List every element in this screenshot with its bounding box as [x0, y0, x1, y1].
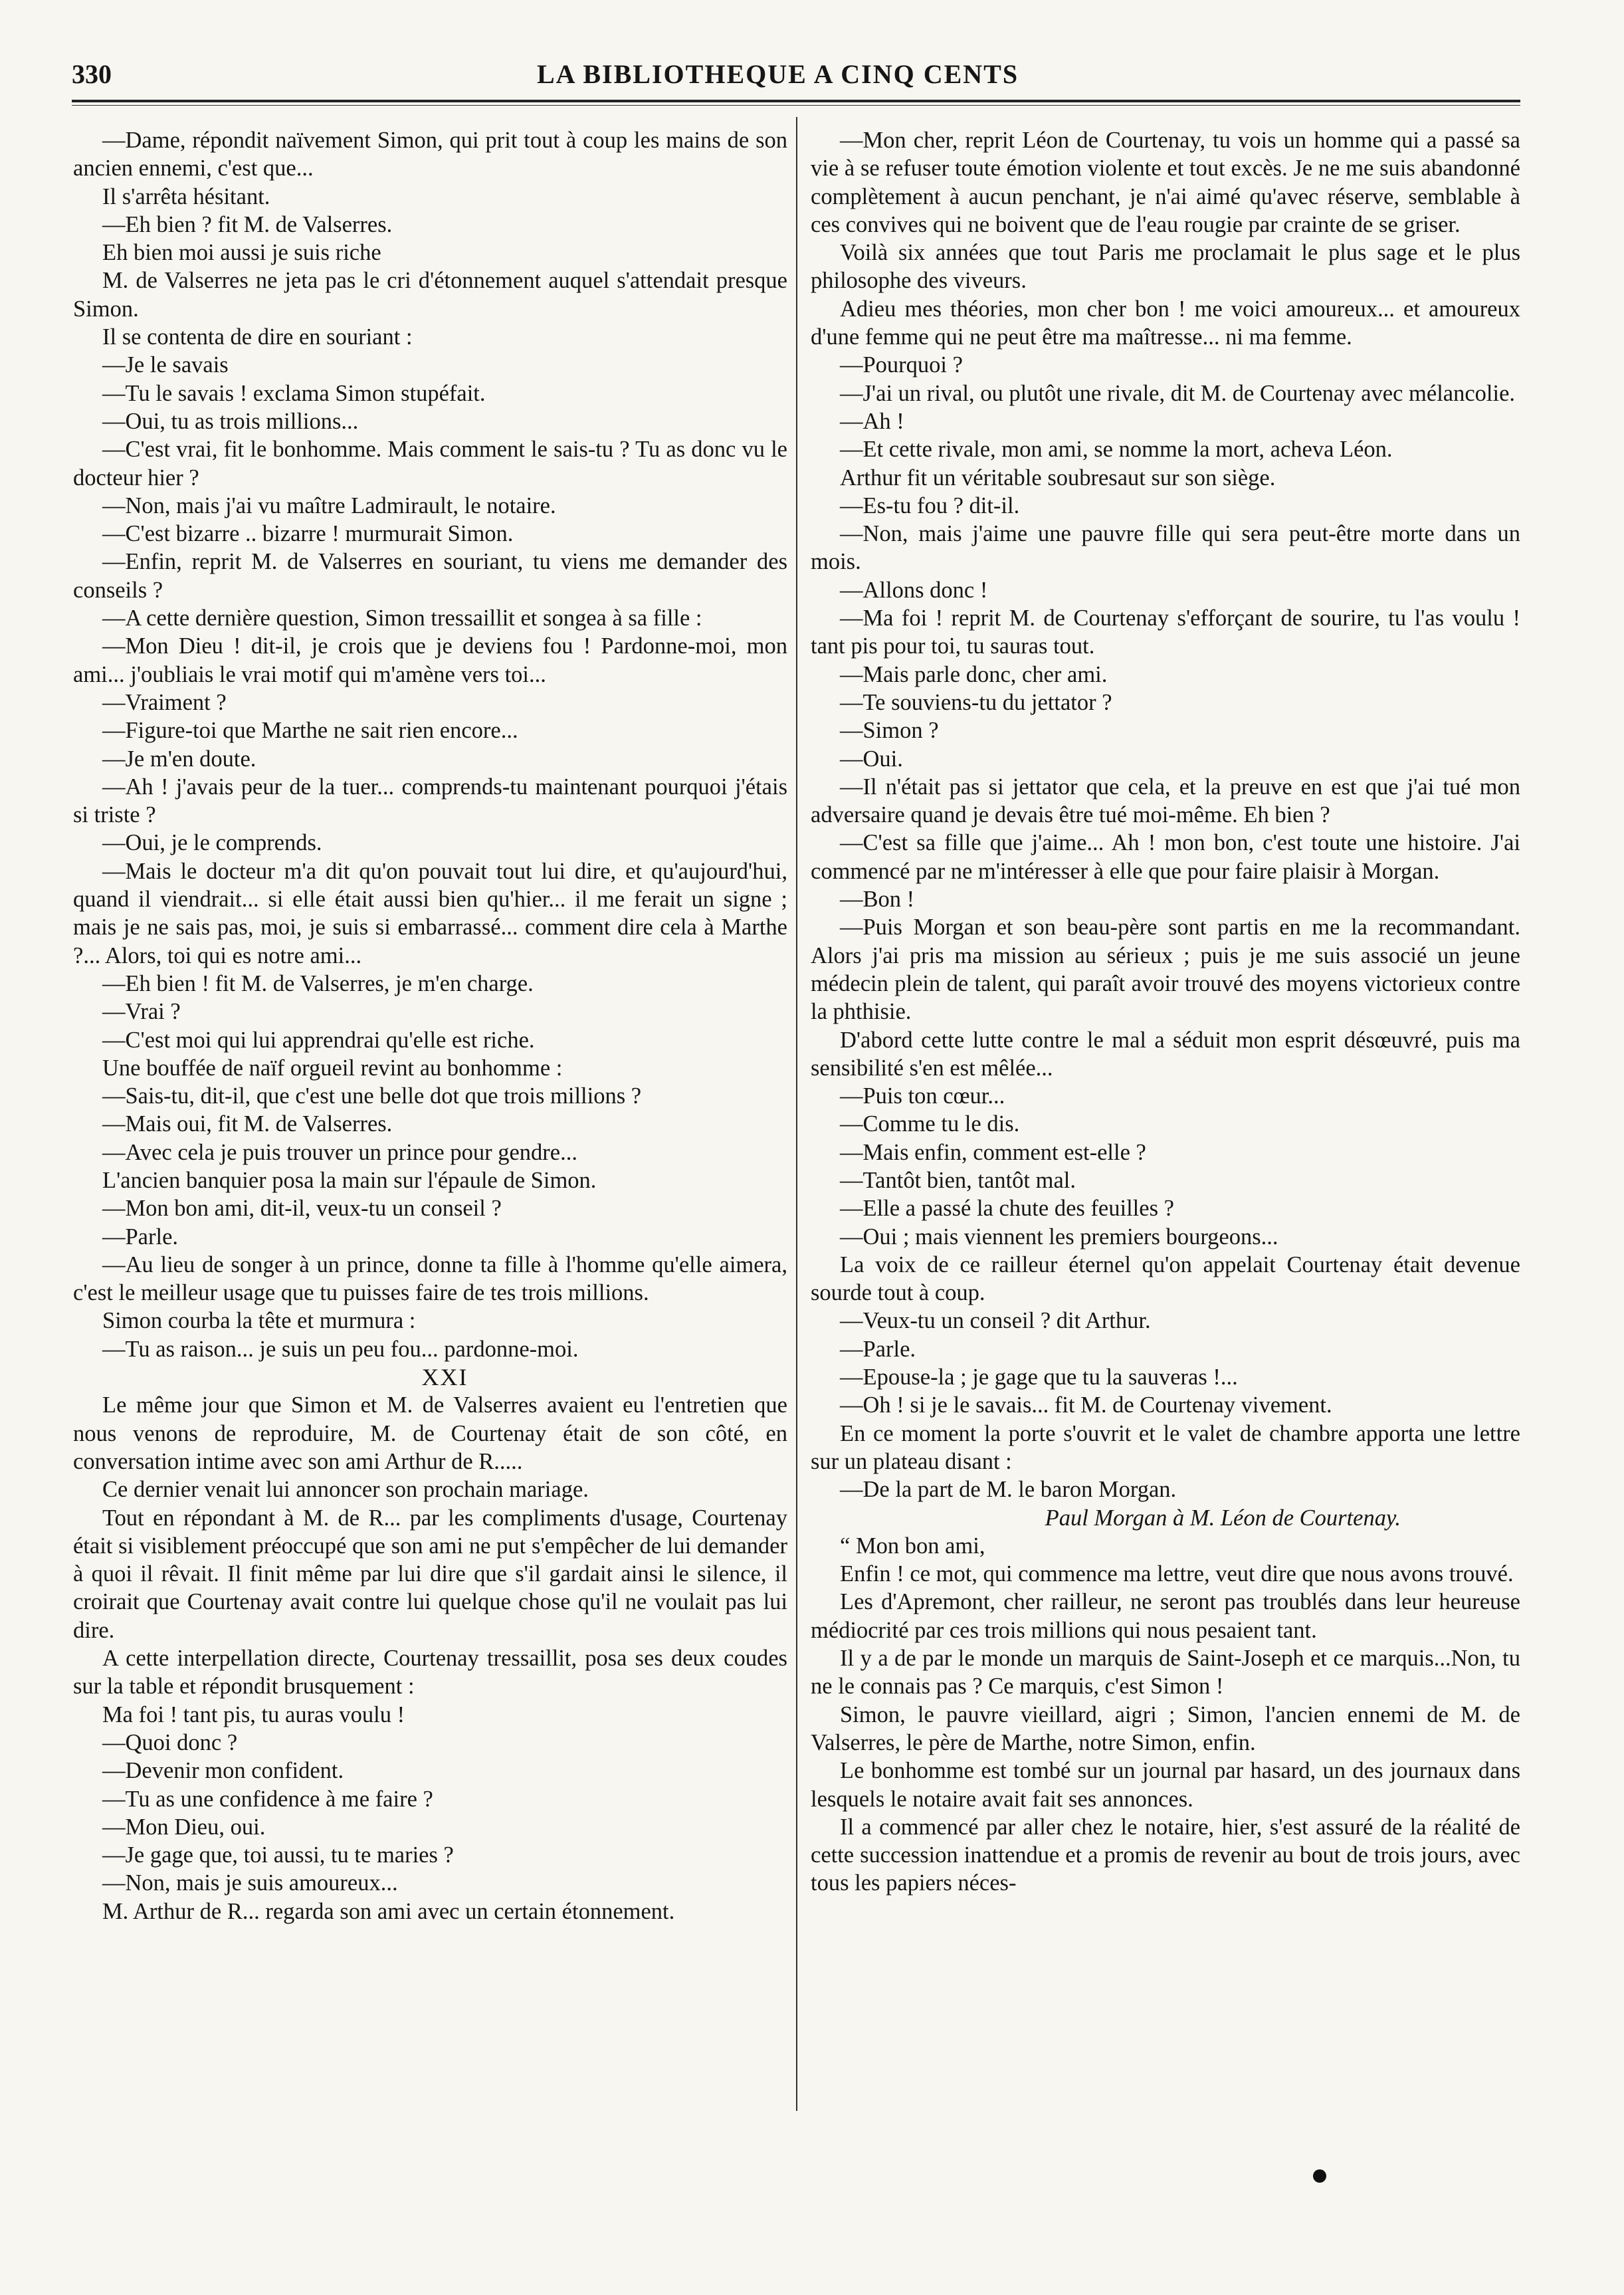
paragraph: —C'est moi qui lui apprendrai qu'elle est riche. [102, 1027, 535, 1053]
page-header [72, 53, 1520, 100]
paragraph: —Mon cher, reprit Léon de Courtenay, tu vois un homme qui a passé sa vie à se refuser toute émotion violente et tout excès. Je ne me suis abandonné complètement à aucun penchant, je n'ai aimé qu'avec réserve, semblable à ces convives qui ne boivent que de l'eau rougie par crainte de se griser. [811, 128, 1520, 237]
paragraph: Il s'arrêta hésitant. [102, 183, 270, 209]
paragraph: —Ah ! j'avais peur de la tuer... comprends-tu maintenant pourquoi j'étais si triste ? [73, 774, 787, 828]
paragraph: —Mon Dieu, oui. [102, 1814, 266, 1840]
paragraph: Le même jour que Simon et M. de Valserres avaient eu l'entretien que nous venons de reproduire, M. de Courtenay était de son côté, en conversation intime avec son ami Arthur de R..... [73, 1392, 787, 1474]
paragraph: Il se contenta de dire en souriant : [102, 324, 413, 350]
paragraph: —C'est vrai, fit le bonhomme. Mais comment le sais-tu ? Tu as donc vu le docteur hier ? [73, 437, 787, 491]
paragraph: —Comme tu le dis. [840, 1111, 1020, 1137]
paragraph: M. Arthur de R... regarda son ami avec un certain étonnement. [102, 1898, 675, 1924]
paragraph: —Elle a passé la chute des feuilles ? [840, 1196, 1174, 1222]
paragraph: —Sais-tu, dit-il, que c'est une belle dot que trois millions ? [102, 1083, 642, 1109]
paragraph: —Eh bien ? fit M. de Valserres. [102, 211, 393, 237]
paragraph: —Veux-tu un conseil ? dit Arthur. [840, 1308, 1151, 1334]
paragraph: Simon, le pauvre vieillard, aigri ; Simon, l'ancien ennemi de M. de Valserres, le père de Marthe, notre Simon, enfin. [811, 1701, 1520, 1755]
paragraph: —Mais le docteur m'a dit qu'on pouvait tout lui dire, et qu'aujourd'hui, quand il viendrait... si elle était aussi bien qu'hier... il me ferait un signe ; mais je ne sais pas, moi, je suis si embarrassé... comment dire cela à Marthe ?... Alors, toi qui es notre ami... [73, 858, 787, 968]
paragraph: —Et cette rivale, mon ami, se nomme la mort, acheva Léon. [840, 437, 1393, 463]
paragraph: —C'est sa fille que j'aime... Ah ! mon bon, c'est toute une histoire. J'ai commencé par ne m'intéresser à elle que pour faire plaisir à Morgan. [811, 830, 1520, 884]
paragraph: —Enfin, reprit M. de Valserres en souriant, tu viens me demander des conseils ? [73, 549, 787, 603]
paragraph: —Tu as raison... je suis un peu fou... pardonne-moi. [102, 1336, 579, 1362]
paragraph: Les d'Apremont, cher railleur, ne seront pas troublés dans leur heureuse médiocrité par ces trois millions qui nous pesaient tant. [811, 1589, 1520, 1643]
paragraph: Le bonhomme est tombé sur un journal par hasard, un des journaux dans lesquels le notaire avait fait ses annonces. [811, 1758, 1520, 1812]
paragraph: M. de Valserres ne jeta pas le cri d'étonnement auquel s'attendait presque Simon. [73, 268, 787, 322]
paragraph: D'abord cette lutte contre le mal a séduit mon esprit désœuvré, puis ma sensibilité s'en est mêlée... [811, 1027, 1520, 1081]
paragraph: A cette interpellation directe, Courtenay tressaillit, posa ses deux coudes sur la table et répondit brusquement : [73, 1646, 787, 1699]
paragraph: —Ah ! [840, 408, 904, 434]
left-column [73, 126, 787, 1925]
paragraph: L'ancien banquier posa la main sur l'épaule de Simon. [102, 1167, 597, 1193]
paragraph: —Quoi donc ? [102, 1729, 238, 1755]
paragraph: —Mais parle donc, cher ami. [840, 661, 1108, 687]
paragraph: —Parle. [840, 1336, 916, 1362]
paragraph: —Non, mais je suis amoureux... [102, 1870, 398, 1896]
header-rule [72, 100, 1520, 102]
paragraph: —Vraiment ? [102, 689, 227, 715]
paragraph: Il y a de par le monde un marquis de Saint-Joseph et ce marquis...Non, tu ne le connais pas ? Ce marquis, c'est Simon ! [811, 1646, 1520, 1699]
paragraph: Ce dernier venait lui annoncer son prochain mariage. [102, 1477, 589, 1503]
paragraph: —Mon bon ami, dit-il, veux-tu un conseil ? [102, 1196, 502, 1222]
paragraph: —Mais oui, fit M. de Valserres. [102, 1111, 393, 1137]
paragraph: —Oui, je le comprends. [102, 830, 322, 856]
paragraph: —Tu le savais ! exclama Simon stupéfait. [102, 380, 486, 406]
letter-body [811, 1560, 1520, 1898]
paragraph: Simon courba la tête et murmura : [102, 1308, 416, 1334]
left-column-chapter-text [73, 1391, 787, 1925]
paragraph: —Tantôt bien, tantôt mal. [840, 1167, 1076, 1193]
letter-heading: Paul Morgan à M. Léon de Courtenay. [1045, 1505, 1401, 1531]
paragraph: —Je m'en doute. [102, 746, 256, 772]
chapter-heading: XXI [421, 1364, 468, 1391]
paragraph: —J'ai un rival, ou plutôt une rivale, dit M. de Courtenay avec mélancolie. [840, 380, 1516, 406]
paragraph: —Devenir mon confident. [102, 1758, 344, 1784]
paragraph: —Puis Morgan et son beau-père sont partis en me la recommandant. Alors j'ai pris ma mission au sérieux ; puis je me suis associé un jeune médecin plein de talent, qui paraît avoir trouvé des moyens victorieux contre la phthisie. [811, 915, 1520, 1025]
paragraph: —Mon Dieu ! dit-il, je crois que je deviens fou ! Pardonne-moi, mon ami... j'oubliais le vrai motif qui m'amène vers toi... [73, 633, 787, 687]
paragraph: —Bon ! [840, 887, 915, 913]
paragraph: Eh bien moi aussi je suis riche [102, 240, 381, 266]
running-head: LA BIBLIOTHEQUE A CINQ CENTS [537, 59, 1019, 89]
ink-blot [1313, 2169, 1326, 2183]
paragraph: —Avec cela je puis trouver un prince pour gendre... [102, 1139, 577, 1165]
paragraph: —Il n'était pas si jettator que cela, et la preuve en est que j'ai tué mon adversaire quand je devais être tué moi-même. Eh bien ? [811, 774, 1520, 828]
paragraph: Adieu mes théories, mon cher bon ! me voici amoureux... et amoureux d'une femme qui ne peut être ma maîtresse... ni ma femme. [811, 296, 1520, 350]
paragraph: —A cette dernière question, Simon tressaillit et songea à sa fille : [102, 605, 702, 631]
right-column [811, 126, 1520, 1898]
right-column-dialogue [811, 126, 1520, 1504]
paragraph: —Oui. [840, 746, 903, 772]
paragraph: —Simon ? [840, 718, 939, 744]
paragraph: —Dame, répondit naïvement Simon, qui prit tout à coup les mains de son ancien ennemi, c'est que... [73, 128, 787, 181]
left-column-dialogue [73, 126, 787, 1363]
paragraph: —Pourquoi ? [840, 352, 963, 378]
paragraph: La voix de ce railleur éternel qu'on appelait Courtenay était devenue sourde tout à coup. [811, 1252, 1520, 1306]
paragraph: —Non, mais j'aime une pauvre fille qui sera peut-être morte dans un mois. [811, 521, 1520, 575]
paragraph: Une bouffée de naïf orgueil revint au bonhomme : [102, 1055, 563, 1081]
paragraph: —Puis ton cœur... [840, 1083, 1005, 1109]
paragraph: —Je le savais [102, 352, 229, 378]
paragraph: —Je gage que, toi aussi, tu te maries ? [102, 1842, 454, 1868]
paragraph: —Eh bien ! fit M. de Valserres, je m'en charge. [102, 970, 534, 996]
paragraph: —C'est bizarre .. bizarre ! murmurait Simon. [102, 521, 514, 547]
paragraph: Arthur fit un véritable soubresaut sur son siège. [840, 465, 1276, 491]
paragraph: Ma foi ! tant pis, tu auras voulu ! [102, 1701, 405, 1727]
paragraph: —Oh ! si je le savais... fit M. de Courtenay vivement. [840, 1392, 1332, 1418]
column-divider [796, 117, 797, 2111]
paragraph: —Vrai ? [102, 999, 181, 1025]
paragraph: —Parle. [102, 1224, 179, 1250]
paragraph: Enfin ! ce mot, qui commence ma lettre, veut dire que nous avons trouvé. [840, 1561, 1514, 1587]
paragraph: Il a commencé par aller chez le notaire, hier, s'est assuré de la réalité de cette succession inattendue et a promis de revenir au bout de trois jours, avec tous les papiers néces- [811, 1814, 1520, 1896]
paragraph: En ce moment la porte s'ouvrit et le valet de chambre apporta une lettre sur un plateau disant : [811, 1420, 1520, 1474]
paragraph: —Ma foi ! reprit M. de Courtenay s'efforçant de sourire, tu l'as voulu ! tant pis pour toi, tu sauras tout. [811, 605, 1520, 659]
paragraph: —Te souviens-tu du jettator ? [840, 689, 1112, 715]
letter-salutation: “ Mon bon ami, [840, 1533, 985, 1559]
paragraph: Tout en répondant à M. de R... par les compliments d'usage, Courtenay était si visiblement préoccupé que son ami ne put s'empêcher de lui demander à quoi il rêvait. Il finit même par lui dire que s'il gardait ainsi le silence, il croirait que Courtenay avait contre lui quelque chose qu'il ne voulait pas lui dire. [73, 1505, 787, 1643]
paragraph: —Au lieu de songer à un prince, donne ta fille à l'homme qu'elle aimera, c'est le meilleur usage que tu puisses faire de tes trois millions. [73, 1252, 787, 1306]
paragraph: —Epouse-la ; je gage que tu la sauveras !... [840, 1365, 1238, 1390]
page-number: 330 [72, 59, 112, 89]
paragraph: —Oui, tu as trois millions... [102, 408, 359, 434]
paragraph: —Non, mais j'ai vu maître Ladmirault, le notaire. [102, 492, 556, 518]
paragraph: —Mais enfin, comment est-elle ? [840, 1139, 1146, 1165]
paragraph: —Es-tu fou ? dit-il. [840, 492, 1020, 518]
header-rule-thin [72, 105, 1520, 106]
paragraph: —Tu as une confidence à me faire ? [102, 1786, 433, 1812]
paragraph: —Oui ; mais viennent les premiers bourgeons... [840, 1224, 1278, 1250]
paragraph: —Figure-toi que Marthe ne sait rien encore... [102, 718, 518, 744]
paragraph: Voilà six années que tout Paris me proclamait le plus sage et le plus philosophe des viveurs. [811, 240, 1520, 294]
paragraph: —De la part de M. le baron Morgan. [840, 1477, 1177, 1503]
paragraph: —Allons donc ! [840, 577, 988, 603]
